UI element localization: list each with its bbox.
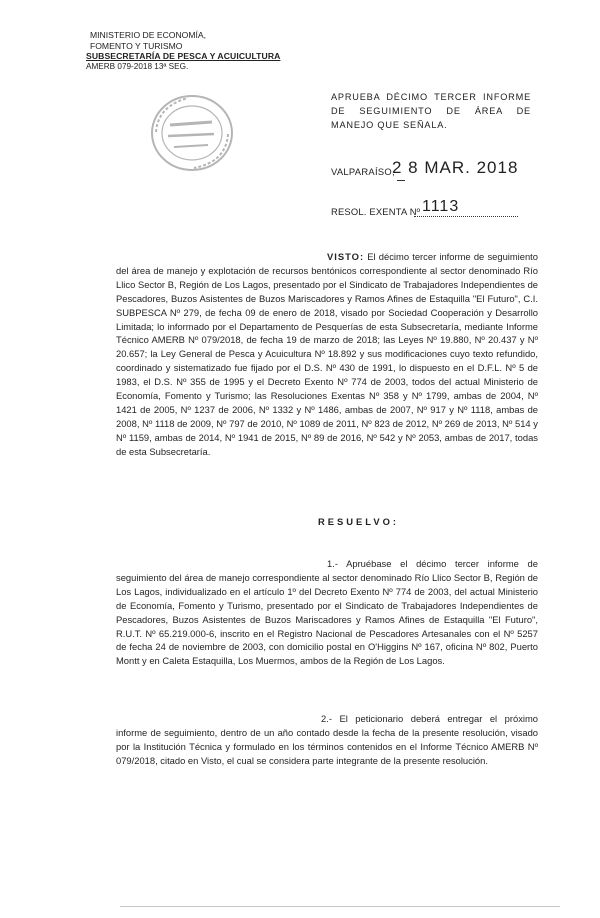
- ministry-line-2: FOMENTO Y TURISMO: [90, 40, 183, 51]
- visto-lead: VISTO:: [327, 251, 365, 262]
- resolution-number: 1113: [422, 198, 460, 215]
- resolution-number-underline: [414, 216, 518, 217]
- subsecretaria-line: SUBSECRETARÍA DE PESCA Y ACUICULTURA: [86, 51, 281, 62]
- issuer-header: [86, 30, 281, 72]
- circular-stamp-icon: [148, 92, 238, 174]
- resolution-date: 2 8 MAR. 2018: [392, 158, 519, 177]
- date-dash: [397, 180, 405, 181]
- ministry-line: MINISTERIO DE ECONOMÍA,: [90, 30, 207, 40]
- resolution-item-2: 2.- El peticionario deberá entregar el próximo informe de seguimiento, dentro de un año contado desde la fecha de la presente resolución, visado por la Institución Técnica y formulado en los términos contenidos en el Informe Técnico AMERB Nº 079/2018, citado en Visto, el cual se considera parte integrante de la presente resolución.: [116, 713, 538, 766]
- visto-paragraph: [116, 250, 538, 459]
- page-edge-line: [120, 906, 560, 907]
- visto-text: El décimo tercer informe de seguimiento del área de manejo y explotación de recursos bentónicos correspondiente al sector denominado Río Llico Sector B, Región de Los Lagos, presentado por el Sindicato de Trabajadores Independientes de Pescadores, Buzos Asistentes de Buzos Mariscadores y Ramos Afines de Estaquilla "El Futuro", C.I. SUBPESCA Nº 279, de fecha 09 de enero de 2018, visado por Sociedad Cooperación y Desarrollo Limitada; lo informado por el Departamento de Pesquerías de esta Subsecretaría, mediante Informe Técnico AMERB Nº 079/2018, de fecha 19 de marzo de 2018; las Leyes Nº 19.880, Nº 20.437 y Nº 20.657; la Ley General de Pesca y Acuicultura Nº 18.892 y sus modificaciones cuyo texto refundido, coordinado y sistematizado fue fijado por el D.S. Nº 430 de 1991, lo dispuesto en el D.F.L. Nº 5 de 1983, el D.S. Nº 355 de 1995 y el Decreto Exento Nº 774 de 2003, todos del actual Ministerio de Economía, Fomento y Turismo; las Resoluciones Exentas Nº 358 y Nº 1799, ambas de 2004, Nº 1421 de 2005, Nº 1237 de 2006, Nº 1332 y Nº 1486, ambas de 2007, Nº 917 y Nº 1118, ambas de 2008, Nº 1118 de 2009, Nº 797 de 2010, Nº 1089 de 2011, Nº 823 de 2012, Nº 269 de 2013, Nº 514 y Nº 1159, ambas de 2014, Nº 1941 de 2015, Nº 89 de 2016, Nº 542 y Nº 2053, ambas de 2017, todas de esta Subsecretaría.: [116, 251, 538, 457]
- resolution-item-1: 1.- Apruébase el décimo tercer informe de seguimiento del área de manejo correspondiente al sector denominado Río Llico Sector B, Región de Los Lagos, individualizado en el artículo 1º del Decreto Exento Nº 774 de 2003, del actual Ministerio de Economía, Fomento y Turismo, presentado por el Sindicato de Trabajadores Independientes de Pescadores, Buzos Asistentes de Buzos Mariscadores y Ramos Afines de Estaquilla "El Futuro", R.U.T. Nº 65.219.000-6, inscrito en el Registro Nacional de Pescadores Artesanales con el Nº 5257 de fecha 24 de noviembre de 2003, con domicilio postal en O'Higgins Nº 167, oficina Nº 802, Puerto Montt y en Caleta Estaquilla, Los Muermos, ambos de la Región de Los Lagos.: [116, 558, 538, 667]
- resuelvo-heading: RESUELVO:: [318, 516, 399, 527]
- resolution-label: RESOL. EXENTA Nº: [331, 206, 421, 217]
- place-label: VALPARAÍSO,: [331, 166, 395, 177]
- resolution-subject: APRUEBA DÉCIMO TERCER INFORME DE SEGUIMIENTO DE ÁREA DE MANEJO QUE SEÑALA.: [331, 92, 531, 130]
- amerb-reference: AMERB 079-2018 13ª SEG.: [86, 61, 189, 71]
